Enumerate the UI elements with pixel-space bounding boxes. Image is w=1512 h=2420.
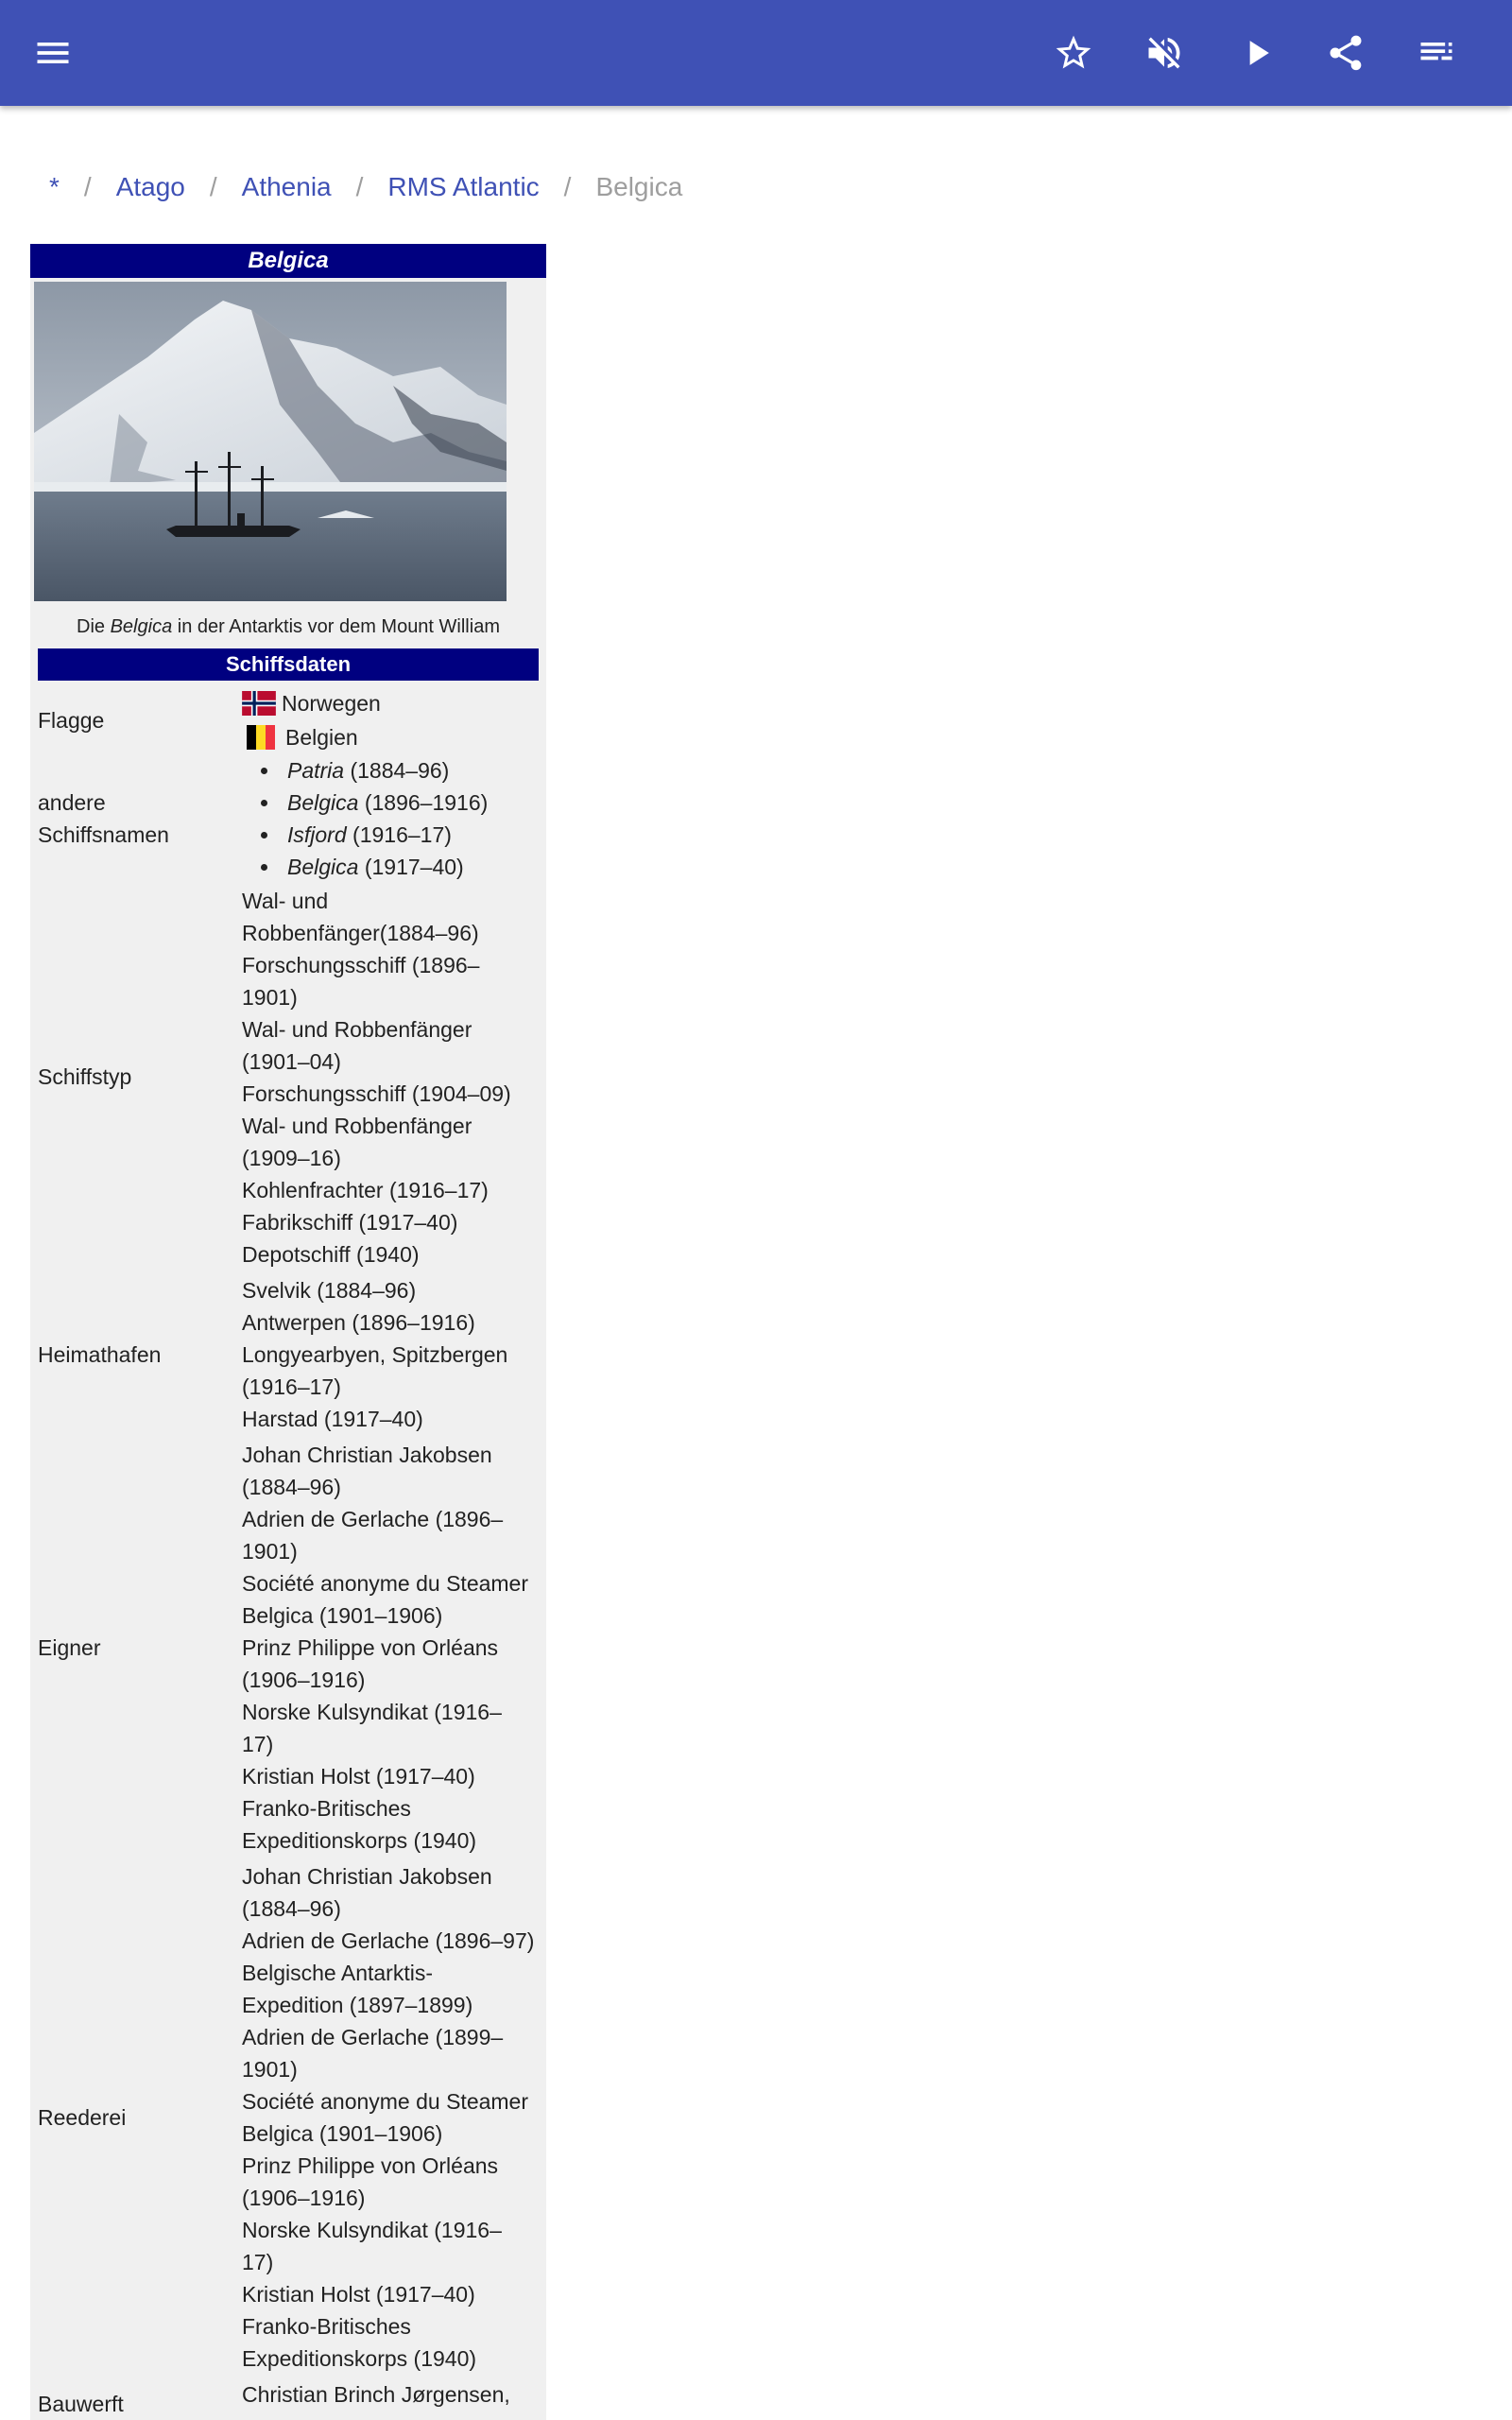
row-schiffstyp <box>30 885 546 1272</box>
value-line: 1901) <box>242 1539 298 1564</box>
value-line: Belgische Antarktis- <box>242 1961 433 1985</box>
value-line: Adrien de Gerlache (1896– <box>242 1507 504 1531</box>
value-line: Christian Brinch Jørgensen, <box>242 2382 510 2407</box>
caption-suffix: in der Antarktis vor dem Mount William <box>172 616 500 637</box>
row-label: Schiffstyp <box>38 1064 132 1089</box>
row-value <box>242 1274 542 1435</box>
value-line: 1901) <box>242 985 298 1010</box>
breadcrumb-separator: / <box>563 172 572 201</box>
value-line: (1901–04) <box>242 1049 341 1074</box>
ship-photo[interactable] <box>34 282 507 601</box>
list-item <box>242 851 542 883</box>
row-label: Eigner <box>38 1635 101 1660</box>
row-value <box>242 2378 542 2411</box>
value-line: Norske Kulsyndikat (1916– <box>242 2218 502 2242</box>
value-line: Expeditionskorps (1940) <box>242 2346 477 2371</box>
star-icon[interactable] <box>1045 25 1102 81</box>
volume-off-icon[interactable] <box>1136 25 1193 81</box>
value-line: 17) <box>242 2250 274 2274</box>
row-label: Heimathafen <box>38 1342 162 1367</box>
value-line: Forschungsschiff (1904–09) <box>242 1081 511 1106</box>
caption-ship-name: Belgica <box>110 616 173 637</box>
row-value <box>242 1860 542 2375</box>
antarctic-ship-image <box>34 282 507 601</box>
belgium-flag-icon <box>242 725 280 750</box>
value-line: Franko-Britisches <box>242 1796 411 1821</box>
value-line: (1884–96) <box>242 1896 341 1921</box>
value-line: (1906–1916) <box>242 2186 366 2210</box>
row-label: Reederei <box>38 2105 127 2130</box>
value-line: Fabrikschiff (1917–40) <box>242 1210 458 1235</box>
ship-name: Isfjord <box>287 822 347 847</box>
row-value <box>242 885 542 1270</box>
infobox-title: Belgica <box>30 244 546 278</box>
value-line: 1901) <box>242 2057 298 2082</box>
value-line: Wal- und Robbenfänger <box>242 1017 472 1042</box>
breadcrumb-item-rms-atlantic[interactable]: RMS Atlantic <box>387 172 540 201</box>
caption-prefix: Die <box>77 616 111 637</box>
breadcrumb-item-atago[interactable]: Atago <box>115 172 185 201</box>
row-label: andere Schiffsnamen <box>38 790 169 847</box>
value-line: Svelvik (1884–96) <box>242 1278 417 1303</box>
value-line: Expedition (1897–1899) <box>242 1993 473 2017</box>
name-list <box>242 754 542 883</box>
row-reederei <box>30 1860 546 2377</box>
breadcrumb-item-athenia[interactable]: Athenia <box>241 172 332 201</box>
play-icon[interactable] <box>1228 25 1285 81</box>
value-line: (1916–17) <box>242 1374 341 1399</box>
value-line: Prinz Philippe von Orléans <box>242 1635 499 1660</box>
row-andere-schiffsnamen <box>30 754 546 885</box>
row-label: Flagge <box>38 708 105 733</box>
value-line: Kohlenfrachter (1916–17) <box>242 1178 489 1202</box>
value-line: Wal- und <box>242 889 329 913</box>
flag-name[interactable]: Belgien <box>285 725 358 750</box>
breadcrumb-separator: / <box>355 172 364 201</box>
value-line: Longyearbyen, Spitzbergen <box>242 1342 508 1367</box>
ship-name: Belgica <box>287 790 359 815</box>
breadcrumb-item-home[interactable]: * <box>49 172 60 201</box>
row-value <box>242 686 542 754</box>
years: (1917–40) <box>358 855 464 879</box>
playlist-icon[interactable] <box>1408 25 1465 81</box>
value-line: Johan Christian Jakobsen <box>242 1443 492 1467</box>
flag-norway-line <box>242 686 542 720</box>
breadcrumb <box>49 166 682 208</box>
row-eigner <box>30 1439 546 1858</box>
value-line: (1906–1916) <box>242 1668 366 1692</box>
share-icon[interactable] <box>1317 25 1374 81</box>
value-line: Société anonyme du Steamer <box>242 1571 529 1596</box>
value-line: Belgica (1901–1906) <box>242 1603 443 1628</box>
ship-name: Patria <box>287 758 345 783</box>
breadcrumb-separator: / <box>83 172 92 201</box>
ship-name: Belgica <box>287 855 359 879</box>
value-line: (1909–16) <box>242 1146 341 1170</box>
value-line: Depotschiff (1940) <box>242 1242 420 1267</box>
photo-caption <box>30 613 546 641</box>
value-line: Adrien de Gerlache (1899– <box>242 2025 504 2049</box>
flag-belgium-line <box>242 720 542 754</box>
value-line: Expeditionskorps (1940) <box>242 1828 477 1853</box>
value-line: Norske Kulsyndikat (1916– <box>242 1700 502 1724</box>
value-line: 17) <box>242 1732 274 1756</box>
value-line: Adrien de Gerlache (1896–97) <box>242 1928 535 1953</box>
flag-name[interactable]: Norwegen <box>282 691 381 716</box>
breadcrumb-current: Belgica <box>595 172 683 201</box>
row-heimathafen <box>30 1274 546 1437</box>
value-line: Prinz Philippe von Orléans <box>242 2153 499 2178</box>
value-line: Antwerpen (1896–1916) <box>242 1310 475 1335</box>
section-header-schiffsdaten: Schiffsdaten <box>38 648 539 681</box>
value-line: Kristian Holst (1917–40) <box>242 1764 475 1789</box>
years: (1884–96) <box>344 758 450 783</box>
list-item <box>242 754 542 786</box>
list-item <box>242 786 542 819</box>
row-value <box>242 1439 542 1857</box>
value-line: Société anonyme du Steamer <box>242 2089 529 2114</box>
row-value <box>242 754 542 883</box>
years: (1916–17) <box>346 822 452 847</box>
row-flagge <box>30 684 546 756</box>
value-line: Harstad (1917–40) <box>242 1407 423 1431</box>
value-line: Franko-Britisches <box>242 2314 411 2339</box>
value-line: Forschungsschiff (1896– <box>242 953 480 977</box>
years: (1896–1916) <box>358 790 489 815</box>
value-line: (1884–96) <box>242 1475 341 1499</box>
hamburger-menu-icon[interactable] <box>25 25 81 81</box>
row-label: Bauwerft <box>38 2392 124 2416</box>
ship-infobox <box>30 244 546 2420</box>
value-line: Belgica (1901–1906) <box>242 2121 443 2146</box>
norway-flag-icon <box>242 691 276 716</box>
app-bar <box>0 0 1512 106</box>
list-item <box>242 819 542 851</box>
row-bauwerft <box>30 2378 546 2420</box>
value-line: Wal- und Robbenfänger <box>242 1114 472 1138</box>
value-line: Johan Christian Jakobsen <box>242 1864 492 1889</box>
value-line: Kristian Holst (1917–40) <box>242 2282 475 2307</box>
breadcrumb-separator: / <box>209 172 217 201</box>
value-line: Robbenfänger(1884–96) <box>242 921 479 945</box>
